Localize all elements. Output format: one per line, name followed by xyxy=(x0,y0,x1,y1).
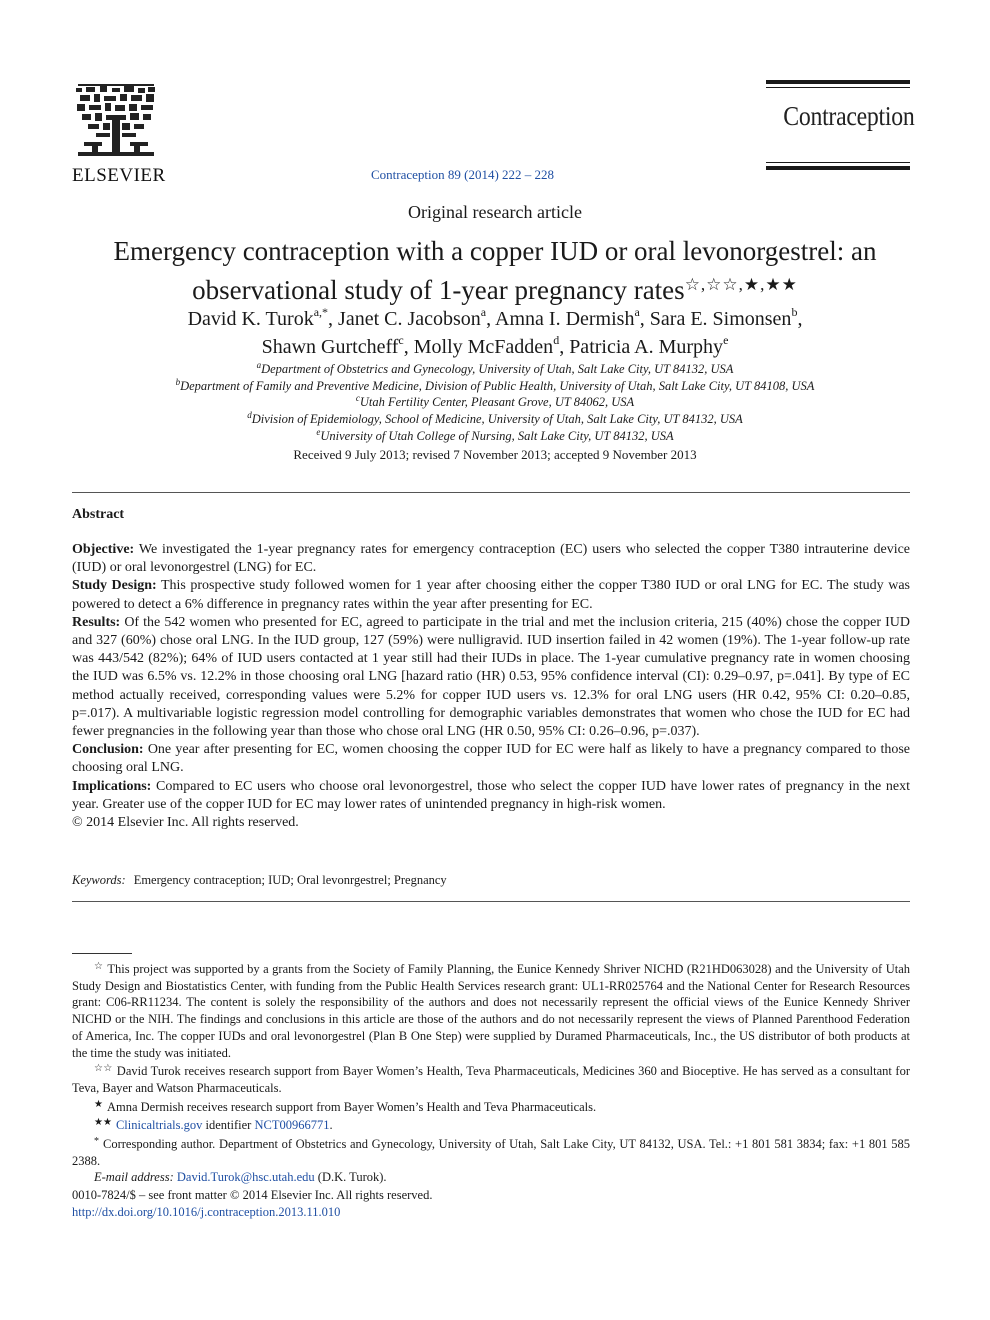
received-dates: Received 9 July 2013; revised 7 November 2013; accepted 9 November 2013 xyxy=(293,447,697,462)
affiliation-mark: a xyxy=(256,360,262,370)
abstract-copyright: © 2014 Elsevier Inc. All rights reserved. xyxy=(72,815,299,831)
author-separator: , xyxy=(328,308,339,330)
footnote-mark: ★ xyxy=(94,1098,103,1110)
author-name[interactable]: Shawn Gurtcheff xyxy=(261,336,399,358)
affiliation xyxy=(40,411,950,428)
article-type: Original research article xyxy=(408,202,582,222)
abstract-conclusion xyxy=(72,741,910,777)
footnote-mark: ☆☆ xyxy=(94,1063,113,1075)
footnote-text: David Turok receives research support from Bayer Women’s Health, Teva Pharmaceuticals, Medicines 360 and Bioceptive. He has served as a consultant for Teva, Bayer and Watson Pharmaceuticals. xyxy=(72,1064,910,1095)
abstract-heading: Abstract xyxy=(72,507,125,522)
issn-line: 0010-7824/$ – see front matter © 2014 Elsevier Inc. All rights reserved. xyxy=(72,1188,433,1202)
section-label: Study Design: xyxy=(72,578,157,594)
footnote-trial-registration xyxy=(72,1115,910,1134)
publisher-name: ELSEVIER xyxy=(72,165,166,186)
clinicaltrials-link[interactable]: Clinicaltrials.gov xyxy=(115,1118,203,1133)
affiliation xyxy=(40,378,950,395)
journal-masthead xyxy=(766,80,915,182)
affiliation-mark: b xyxy=(175,376,181,387)
author-name[interactable]: Sara E. Simonsen xyxy=(649,308,792,330)
affiliation-mark: d xyxy=(247,410,252,421)
affiliation-mark: e xyxy=(316,426,321,437)
author-name[interactable]: Amna I. Dermish xyxy=(495,308,635,330)
author-affiliation-mark[interactable]: e xyxy=(723,333,729,347)
abstract-body xyxy=(72,541,910,832)
keywords xyxy=(72,873,447,888)
affiliation xyxy=(40,361,950,378)
footnotes xyxy=(72,959,910,1186)
issn-doi-block xyxy=(72,1187,432,1221)
article-title xyxy=(40,234,950,307)
doi-link[interactable]: http://dx.doi.org/10.1016/j.contraception.2013.11.010 xyxy=(72,1205,341,1219)
footnote-mark: ★★ xyxy=(94,1117,112,1129)
elsevier-logo xyxy=(72,80,166,186)
author-affiliation-mark[interactable]: a,* xyxy=(313,305,329,319)
footnote-text: . xyxy=(329,1118,333,1133)
author-name[interactable]: David K. Turok xyxy=(187,308,314,330)
affiliation-text: Division of Epidemiology, School of Medicine, University of Utah, Salt Lake City, UT 84132, USA xyxy=(251,412,743,427)
masthead-rule-bottom xyxy=(766,166,910,170)
email-link[interactable]: David.Turok@hsc.utah.edu xyxy=(176,1170,315,1185)
abstract-implications xyxy=(72,778,910,814)
section-label: Conclusion: xyxy=(72,742,144,758)
email-label: E-mail address: xyxy=(94,1170,174,1185)
footnote-corresponding-author xyxy=(72,1134,910,1169)
author-affiliation-mark[interactable]: a xyxy=(634,305,640,319)
journal-name: Contraception xyxy=(783,101,915,131)
email-suffix: (D.K. Turok). xyxy=(314,1170,387,1185)
abstract-study-design xyxy=(72,577,910,613)
section-text: Compared to EC users who choose oral levonorgestrel, those who select the copper IUD have lower rates of pregnancy in the next year. Greater use of the copper IUD for EC may lower rates of unintended pregnancy in high-risk women. xyxy=(72,778,910,812)
section-text: We investigated the 1-year pregnancy rates for emergency contraception (EC) users who selected the copper T380 intrauterine device (IUD) or oral levonorgestrel (LNG) for EC. xyxy=(72,542,911,576)
trial-id-link[interactable]: NCT00966771 xyxy=(254,1118,330,1133)
author-name[interactable]: Molly McFadden xyxy=(413,336,554,358)
footnote-text: Amna Dermish receives research support from Bayer Women’s Health and Teva Pharmaceuticals. xyxy=(106,1099,597,1114)
affiliation-text: University of Utah College of Nursing, Salt Lake City, UT 84132, USA xyxy=(320,428,674,443)
footnote-mark: ☆ xyxy=(94,961,104,972)
affiliation-mark: c xyxy=(355,393,360,404)
footnote-mark: * xyxy=(94,1136,99,1148)
footnote-text: This project was supported by a grants from the Society of Family Planning, the Eunice Kennedy Shriver NICHD (R21HD063028) and the University of Utah Study Design and Biostatistics Center, with funding from the Public Health Services research grant: UL1-RR025764 and the National Center for Research Resources grant: C06-RR11234. The content is solely the responsibility of the authors and does not necessarily represent the official views of the Eunice Kennedy Shriver NICHD or the NIH. The findings and conclusions in this article are those of the authors and do not necessarily represent the views of Planned Parenthood Federation of America, Inc. The copper IUDs and oral levonorgestrel (Plan B One Step) were supplied by Duramed Pharmaceuticals, Inc., the US distributor of both products at the time the study was initiated. xyxy=(72,962,910,1060)
abstract-results xyxy=(72,614,910,741)
keywords-text: Emergency contraception; IUD; Oral levonrgestrel; Pregnancy xyxy=(133,873,447,887)
masthead-rule-top xyxy=(766,80,910,84)
section-text: This prospective study followed women for 1 year after choosing either the copper T380 IUD or oral LNG for EC. The study was powered to detect a 6% difference in pregnancy rates within the year after presenting for EC. xyxy=(72,578,910,612)
affiliation xyxy=(40,428,950,445)
footnote-text: Corresponding author. Department of Obstetrics and Gynecology, University of Utah, Salt Lake City, UT 84132, USA. Tel.: +1 801 581 3834; fax: +1 801 585 2388. xyxy=(72,1137,910,1168)
author-affiliation-mark[interactable]: d xyxy=(553,333,560,347)
footnote-rule xyxy=(72,953,132,954)
footnote-text: identifier xyxy=(202,1118,255,1133)
author-separator: , xyxy=(486,308,496,330)
article-title-text: Emergency contraception with a copper IUD or oral levonorgestrel: an observational study of 1-year pregnancy rates xyxy=(113,236,877,305)
keywords-label: Keywords: xyxy=(72,873,126,887)
author-separator: , xyxy=(797,308,803,330)
author-separator: , xyxy=(559,336,570,358)
elsevier-tree-icon xyxy=(74,80,158,160)
section-label: Objective: xyxy=(72,542,135,557)
section-text: Of the 542 women who presented for EC, agreed to participate in the trial and met the inclusion criteria, 215 (40%) chose the copper IUD and 327 (60%) chose oral LNG. In the IUD group, 127 (59%) were nulligravid. IUD insertion failed in 42 women (19%). The 1-year follow-up rate was 443/542 (82%); 64% of IUD users contacted at 1 year still had their IUDs in place. The 1-year cumulative pregnancy rate in women choosing the IUD was 6.5% vs. 12.2% in those choosing oral LNG [hazard ratio (HR) 0.53, 95% confidence interval (CI): 0.29–0.97, p=.041]. By type of EC method actually received, corresponding values were 5.2% for copper IUD users vs. 12.3% for oral LNG users (HR 0.42, 95% CI: 0.20–0.85, p=.017). A multivariable logistic regression model controlling for demographic variables demonstrates that women who chose the IUD for EC had fewer pregnancies in the following year than those who chose oral LNG (HR 0.50, 95% CI: 0.26–0.96, p=.037). xyxy=(72,614,911,740)
footnote-funding xyxy=(72,959,910,1061)
author-list xyxy=(40,305,950,361)
affiliation xyxy=(40,394,950,411)
journal-reference-link[interactable]: Contraception 89 (2014) 222 – 228 xyxy=(371,167,555,182)
author-affiliation-mark[interactable]: b xyxy=(791,305,798,319)
masthead-rule-top-thin xyxy=(766,87,910,88)
author-affiliation-mark[interactable]: c xyxy=(398,333,404,347)
abstract-bottom-divider xyxy=(72,901,910,902)
author-name[interactable]: Janet C. Jacobson xyxy=(338,308,481,330)
abstract-top-divider xyxy=(72,492,910,493)
footnote-turok-disclosure xyxy=(72,1061,910,1096)
affiliation-text: Department of Obstetrics and Gynecology, University of Utah, Salt Lake City, UT 84132, USA xyxy=(261,362,734,376)
footnote-email xyxy=(72,1169,910,1186)
affiliation-list xyxy=(40,361,950,445)
author-separator: , xyxy=(403,336,414,358)
affiliation-text: Department of Family and Preventive Medicine, Division of Public Health, University of Utah, Salt Lake City, UT 84108, USA xyxy=(180,378,815,393)
title-footnote-marks[interactable]: ☆,☆☆,★,★★ xyxy=(684,275,798,294)
author-separator: , xyxy=(639,308,650,330)
section-text: One year after presenting for EC, women choosing the copper IUD for EC were half as likely to have a pregnancy compared to those choosing oral LNG. xyxy=(72,742,911,776)
masthead-rule-bottom-thin xyxy=(766,162,910,163)
author-name[interactable]: Patricia A. Murphy xyxy=(569,336,724,358)
footnote-dermish-disclosure xyxy=(72,1097,910,1116)
author-affiliation-mark[interactable]: a xyxy=(480,305,487,319)
section-label: Results: xyxy=(72,614,121,630)
section-label: Implications: xyxy=(72,778,152,794)
abstract-objective xyxy=(72,541,910,577)
affiliation-text: Utah Fertility Center, Pleasant Grove, UT 84062, USA xyxy=(359,395,635,410)
